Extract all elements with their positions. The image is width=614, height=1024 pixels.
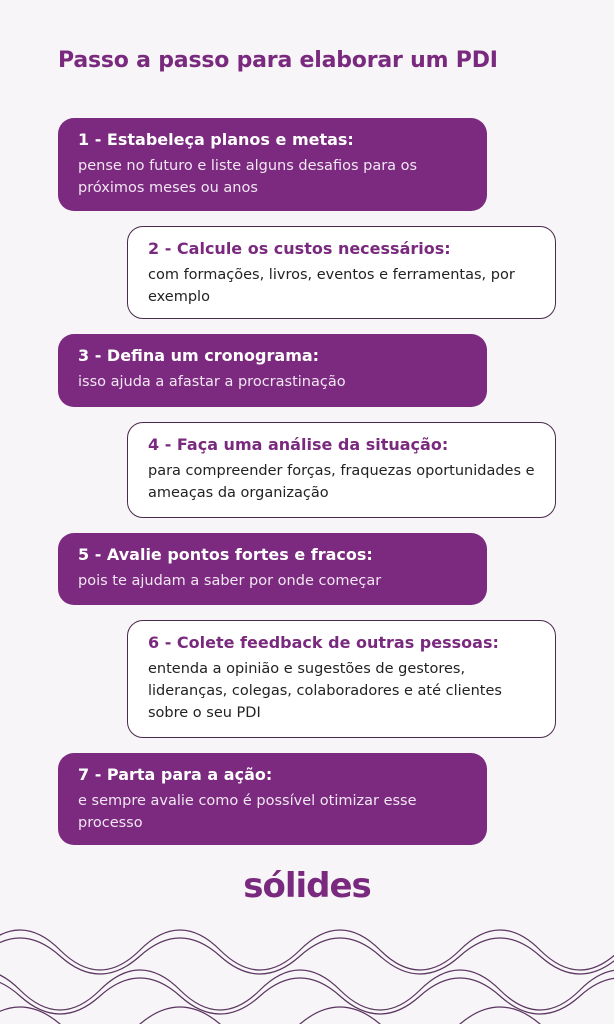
step-heading: 5 - Avalie pontos fortes e fracos:: [78, 545, 373, 564]
step-heading: 3 - Defina um cronograma:: [78, 346, 320, 365]
step-heading: 7 - Parta para a ação:: [78, 765, 273, 784]
step-heading: 4 - Faça uma análise da situação:: [148, 435, 449, 454]
step-text: pense no futuro e liste alguns desafios para os próximos meses ou anos: [78, 158, 418, 196]
brand-logo: sólides: [243, 866, 371, 906]
step-heading: 1 - Estabeleça planos e metas:: [78, 130, 354, 149]
step-card-5: [58, 533, 487, 605]
step-heading: 2 - Calcule os custos necessários:: [148, 239, 451, 258]
step-card-6: [127, 620, 556, 738]
step-text: pois te ajudam a saber por onde começar: [78, 573, 382, 589]
step-heading: 6 - Colete feedback de outras pessoas:: [148, 633, 499, 652]
step-card-3: [58, 334, 487, 407]
page-title: Passo a passo para elaborar um PDI: [58, 48, 498, 73]
step-text: e sempre avalie como é possível otimizar esse processo: [78, 793, 417, 831]
step-text: entenda a opinião e sugestões de gestores, lideranças, colegas, colaboradores e até clientes sobre o seu PDI: [148, 661, 502, 721]
step-text: com formações, livros, eventos e ferramentas, por exemplo: [148, 267, 515, 305]
step-card-1: [58, 118, 487, 211]
step-text: para compreender forças, fraquezas oportunidades e ameaças da organização: [148, 463, 535, 501]
step-card-4: [127, 422, 556, 518]
step-card-2: [127, 226, 556, 319]
decorative-wave-pattern: [0, 920, 614, 1024]
step-card-7: [58, 753, 487, 845]
step-text: isso ajuda a afastar a procrastinação: [78, 374, 346, 390]
